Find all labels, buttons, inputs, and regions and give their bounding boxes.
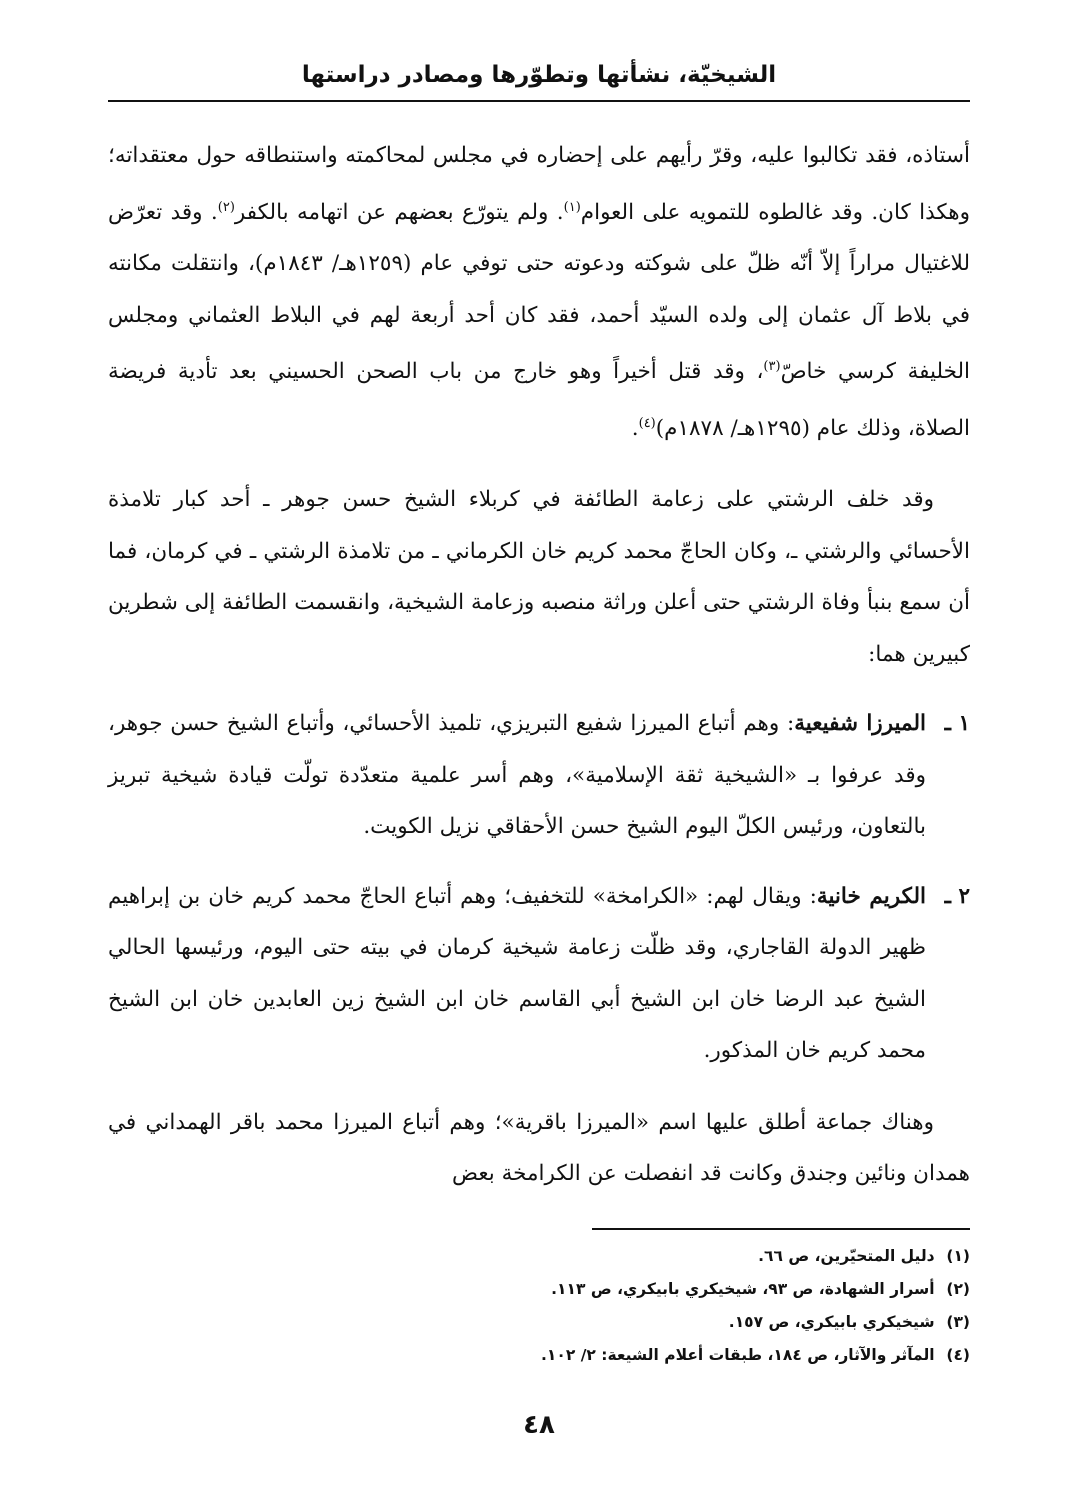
footnote-mark: (٣) xyxy=(946,1313,970,1331)
paragraph-1-part-b: . ولم يتورّع بعضهم عن اتهامه بالكفر xyxy=(234,199,564,225)
footnote-text: أسرار الشهادة، ص ٩٣، شيخيكري بابيكري، ص ١١٣. xyxy=(551,1280,935,1298)
paragraph-1-part-c: . وقد تعرّض للاغتيال مراراً إلاّ أنّه ظلّ على شوكته ودعوته حتى توفي عام (١٢٥٩هـ/ ١٨٤٣م)، وانتقلت مكانته في بلاط آل عثمان إلى ولده السيّد أحمد، فقد كان أحد أربعة لهم في البلاط العثماني ومجلس الخليفة كرسي خاصّ xyxy=(108,199,970,385)
footnote-mark: (١) xyxy=(946,1247,970,1265)
footnote-text: المآثر والآثار، ص ١٨٤، طبقات أعلام الشيعة: ٢/ ١٠٢. xyxy=(541,1346,935,1364)
paragraph-1 xyxy=(108,130,970,454)
footnote-ref-2[interactable]: (٢) xyxy=(217,199,235,215)
list-item-text: : وهم أتباع الميرزا شفيع التبريزي، تلميذ الأحسائي، وأتباع الشيخ حسن جوهر، وقد عرفوا بـ «الشيخية ثقة الإسلامية»، وهم أسر علمية متعدّدة تولّت قيادة شيخية تبريز بالتعاون، ورئيس الكلّ اليوم الشيخ حسن الأحقاقي نزيل الكويت. xyxy=(108,711,926,840)
paragraph-1-part-e: . xyxy=(631,415,639,441)
running-header: الشيخيّة، نشأتها وتطوّرها ومصادر دراستها xyxy=(301,62,777,88)
footnote-item xyxy=(108,1339,970,1372)
paragraph-2: وقد خلف الرشتي على زعامة الطائفة في كربلاء الشيخ حسن جوهر ـ أحد كبار تلامذة الأحسائي والرشتي ـ، وكان الحاجّ محمد كريم خان الكرماني ـ من تلامذة الرشتي ـ في كرمان، فما أن سمع بنبأ وفاة الرشتي حتى أعلن وراثة منصبه وزعامة الشيخية، وانقسمت الطائفة إلى شطرين كبيرين هما: xyxy=(108,487,970,667)
body-text xyxy=(108,130,970,1200)
footnote-mark: (٢) xyxy=(946,1280,970,1298)
paragraph-1-part-a: أستاذه، فقد تكالبوا عليه، وقرّ رأيهم على إحضاره في مجلس لمحاكمته واستنطاقه حول معتقداته؛ وهكذا كان. وقد غالطوه للتمويه على العوام xyxy=(108,143,970,225)
paragraph-3: وهناك جماعة أطلق عليها اسم «الميرزا باقرية»؛ وهم أتباع الميرزا محمد باقر الهمداني في همدان ونائين وجندق وكانت قد انفصلت عن الكرامخة بعض xyxy=(108,1109,970,1187)
footnote-mark: (٤) xyxy=(946,1346,970,1364)
footnote-ref-1[interactable]: (١) xyxy=(563,199,581,215)
list-item-number: ١ ـ xyxy=(944,711,970,737)
footnote-text: شيخيكري بابيكري، ص ١٥٧. xyxy=(728,1313,935,1331)
paragraph-1-part-d: ، وقد قتل أخيراً وهو خارج من باب الصحن الحسيني بعد تأدية فريضة الصلاة، وذلك عام (١٢٩٥هـ/ ١٨٧٨م) xyxy=(108,359,970,441)
list-item-text: : ويقال لهم: «الكرامخة» للتخفيف؛ وهم أتباع الحاجّ محمد كريم خان بن إبراهيم ظهير الدولة القاجاري، وقد ظلّت زعامة شيخية كرمان في بيته حتى اليوم، ورئيسها الحالي الشيخ عبد الرضا خان ابن الشيخ أبي القاسم خان ابن الشيخ زين العابدين خان ابن الشيخ محمد كريم خان المذكور. xyxy=(108,883,926,1064)
page-number: ٤٨ xyxy=(523,1410,555,1440)
list-item-body xyxy=(108,698,926,853)
footnote-ref-3[interactable]: (٣) xyxy=(763,359,781,375)
footnotes xyxy=(108,1240,970,1372)
list-item-term: الكريم خانية xyxy=(816,883,926,909)
header-rule xyxy=(108,100,970,102)
footnote-text: دليل المتحيّرين، ص ٦٦. xyxy=(758,1247,935,1265)
footnote-item xyxy=(108,1240,970,1273)
footnote-ref-4[interactable]: (٤) xyxy=(638,415,656,431)
list-item xyxy=(108,698,970,853)
list-item xyxy=(108,871,970,1077)
list-item-number: ٢ ـ xyxy=(944,883,970,909)
footnote-item xyxy=(108,1273,970,1306)
list-item-term: الميرزا شفيعية xyxy=(794,711,926,737)
footnote-item xyxy=(108,1306,970,1339)
list-item-body xyxy=(108,871,926,1077)
footnote-rule xyxy=(592,1228,970,1230)
